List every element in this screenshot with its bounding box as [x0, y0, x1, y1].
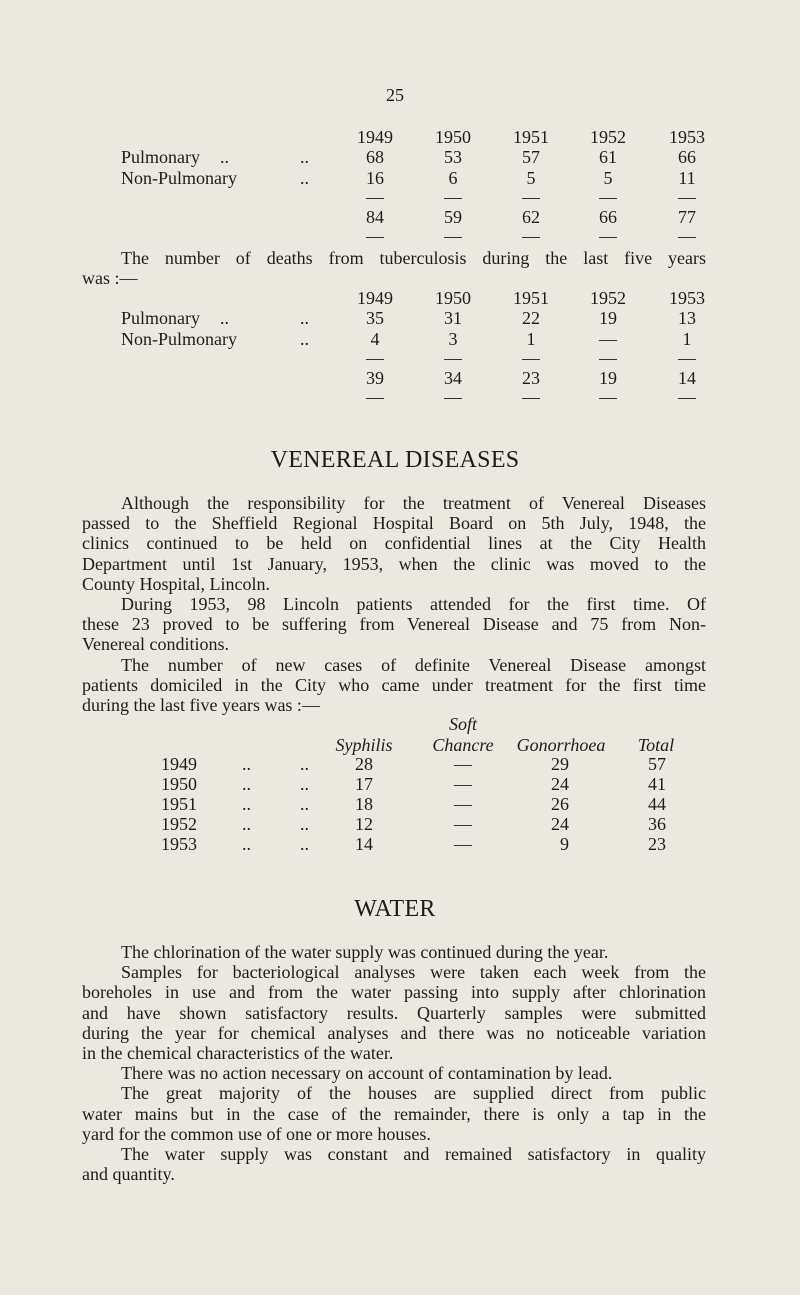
table-cell: 31 — [444, 308, 462, 328]
leader-dots: .. — [242, 754, 251, 774]
text-line: clinics continued to be held on confidential lines at the City Health — [82, 533, 706, 554]
total-cell: 62 — [522, 207, 540, 227]
total-cell: 84 — [366, 207, 384, 227]
leader-dots: .. — [242, 814, 251, 834]
text-line: Although the responsibility for the treatment of Venereal Diseases — [121, 493, 706, 513]
header-chancre: Chancre — [432, 735, 494, 755]
text-line: During 1953, 98 Lincoln patients attended for the first time. Of — [121, 593, 706, 614]
leader-dots: .. — [300, 147, 309, 167]
total-cell: 23 — [648, 834, 666, 854]
gonorrhoea-cell: 29 — [551, 754, 569, 774]
syphilis-cell: 12 — [355, 814, 373, 834]
text-line: County Hospital, Lincoln. — [82, 573, 270, 594]
rule-dash — [599, 398, 617, 399]
gonorrhoea-cell: 26 — [551, 794, 569, 814]
rule-dash — [366, 198, 384, 199]
year-cell: 1952 — [161, 814, 197, 834]
table-cell: 3 — [448, 329, 458, 349]
header-syphilis: Syphilis — [335, 735, 393, 755]
syphilis-cell: 17 — [355, 774, 373, 794]
rule-dash — [522, 237, 540, 238]
total-cell: 19 — [599, 368, 617, 388]
leader-dots: .. — [242, 774, 251, 794]
soft-chancre-cell: — — [454, 834, 472, 854]
text-line: these 23 proved to be suffering from Venereal Disease and 75 from Non- — [82, 614, 706, 635]
total-cell: 77 — [678, 207, 696, 227]
year-header: 1952 — [590, 127, 626, 147]
water-heading: WATER — [354, 896, 436, 922]
table-cell: 68 — [366, 147, 384, 167]
text-line: water mains but in the case of the remainder, there is only a tap in the — [82, 1103, 706, 1124]
year-header: 1953 — [669, 127, 705, 147]
rule-dash — [678, 198, 696, 199]
year-cell: 1950 — [161, 774, 197, 794]
leader-dots: .. — [300, 329, 309, 349]
table-cell: 57 — [522, 147, 540, 167]
year-header: 1951 — [513, 127, 549, 147]
leader-dots: .. — [242, 834, 251, 854]
syphilis-cell: 14 — [355, 834, 373, 854]
water-text — [82, 942, 706, 1184]
rule-dash — [444, 359, 462, 360]
table-cell: 61 — [599, 147, 617, 167]
text-line: in the chemical characteristics of the water. — [82, 1042, 394, 1063]
rule-dash — [678, 359, 696, 360]
year-header: 1950 — [435, 127, 471, 147]
header-gonorrhoea: Gonorrhoea — [516, 735, 606, 755]
gonorrhoea-cell: 24 — [551, 774, 569, 794]
soft-chancre-cell: — — [454, 794, 472, 814]
table-cell: — — [599, 329, 617, 349]
header-total: Total — [637, 735, 675, 755]
header-soft: Soft — [448, 714, 478, 734]
rule-dash — [599, 198, 617, 199]
total-cell: 14 — [678, 368, 696, 388]
year-header: 1949 — [357, 288, 393, 308]
year-cell: 1951 — [161, 794, 197, 814]
rule-dash — [678, 398, 696, 399]
text-line: The great majority of the houses are supplied direct from public — [121, 1083, 706, 1104]
year-cell: 1953 — [161, 834, 197, 854]
row-label: Pulmonary — [121, 308, 200, 328]
rule-dash — [678, 237, 696, 238]
text-line: Samples for bacteriological analyses were taken each week from the — [121, 962, 706, 983]
table-cell: 11 — [678, 168, 696, 188]
row-label: Non-Pulmonary — [121, 168, 237, 188]
soft-chancre-cell: — — [454, 814, 472, 834]
soft-chancre-cell: — — [454, 754, 472, 774]
rule-dash — [599, 237, 617, 238]
rule-dash — [599, 359, 617, 360]
year-header: 1953 — [669, 288, 705, 308]
table-cell: 66 — [678, 147, 696, 167]
table-cell: 19 — [599, 308, 617, 328]
total-cell: 41 — [648, 774, 666, 794]
text-line: boreholes in use and from the water passing into supply after chlorination — [82, 982, 706, 1003]
leader-dots: .. — [300, 308, 309, 328]
text-line: yard for the common use of one or more houses. — [82, 1123, 431, 1144]
text-line: The water supply was constant and remained satisfactory in quality — [121, 1143, 706, 1164]
total-cell: 36 — [648, 814, 666, 834]
table-cell: 35 — [366, 308, 384, 328]
table-cell: 1 — [526, 329, 536, 349]
venereal-diseases-text — [82, 493, 706, 715]
leader-dots: .. — [300, 168, 309, 188]
text-line: Venereal conditions. — [82, 634, 229, 655]
venereal-diseases-heading: VENEREAL DISEASES — [270, 447, 520, 473]
table-cell: 6 — [448, 168, 458, 188]
syphilis-cell: 28 — [355, 754, 373, 774]
total-cell: 44 — [648, 794, 666, 814]
text-line: The number of deaths from tuberculosis during the last five years — [121, 248, 706, 268]
table-cell: 1 — [682, 329, 692, 349]
leader-dots: .. — [300, 794, 309, 814]
leader-dots: .. — [220, 147, 229, 167]
rule-dash — [522, 359, 540, 360]
total-cell: 23 — [522, 368, 540, 388]
text-line: The number of new cases of definite Venereal Disease amongst — [121, 654, 706, 675]
leader-dots: .. — [300, 754, 309, 774]
leader-dots: .. — [300, 774, 309, 794]
table-cell: 22 — [522, 308, 540, 328]
year-cell: 1949 — [161, 754, 197, 774]
text-line: was :— — [82, 268, 138, 289]
table-cell: 4 — [370, 329, 380, 349]
leader-dots: .. — [300, 814, 309, 834]
row-label: Pulmonary — [121, 147, 200, 167]
total-cell: 34 — [444, 368, 462, 388]
rule-dash — [366, 359, 384, 360]
text-line: patients domiciled in the City who came under treatment for the first time — [82, 674, 706, 695]
year-header: 1949 — [357, 127, 393, 147]
rule-dash — [366, 237, 384, 238]
leader-dots: .. — [242, 794, 251, 814]
total-cell: 66 — [599, 207, 617, 227]
rule-dash — [366, 398, 384, 399]
text-line: and quantity. — [82, 1164, 175, 1185]
rule-dash — [522, 198, 540, 199]
table-cell: 16 — [366, 168, 384, 188]
text-line: and have shown satisfactory results. Quarterly samples were submitted — [82, 1002, 706, 1023]
row-label: Non-Pulmonary — [121, 329, 237, 349]
text-line: There was no action necessary on account of contamination by lead. — [121, 1063, 613, 1084]
text-line: during the year for chemical analyses and there was no noticeable variation — [82, 1022, 706, 1043]
rule-dash — [522, 398, 540, 399]
year-header: 1952 — [590, 288, 626, 308]
leader-dots: .. — [220, 308, 229, 328]
text-line: during the last five years was :— — [82, 694, 320, 715]
soft-chancre-cell: — — [454, 774, 472, 794]
text-line: The chlorination of the water supply was continued during the year. — [121, 942, 609, 962]
rule-dash — [444, 237, 462, 238]
gonorrhoea-cell: 9 — [560, 834, 569, 854]
tb-deaths-intro — [82, 248, 706, 288]
total-cell: 59 — [444, 207, 462, 227]
leader-dots: .. — [300, 834, 309, 854]
year-header: 1950 — [435, 288, 471, 308]
table-cell: 5 — [526, 168, 536, 188]
total-cell: 39 — [366, 368, 384, 388]
table-cell: 13 — [678, 308, 696, 328]
table-cell: 5 — [603, 168, 613, 188]
text-line: Department until 1st January, 1953, when the clinic was moved to the — [82, 553, 706, 574]
page-number: 25 — [386, 85, 404, 105]
rule-dash — [444, 198, 462, 199]
total-cell: 57 — [648, 754, 666, 774]
text-line: passed to the Sheffield Regional Hospital Board on 5th July, 1948, the — [82, 513, 706, 534]
table-cell: 53 — [444, 147, 462, 167]
year-header: 1951 — [513, 288, 549, 308]
rule-dash — [444, 398, 462, 399]
gonorrhoea-cell: 24 — [551, 814, 569, 834]
syphilis-cell: 18 — [355, 794, 373, 814]
